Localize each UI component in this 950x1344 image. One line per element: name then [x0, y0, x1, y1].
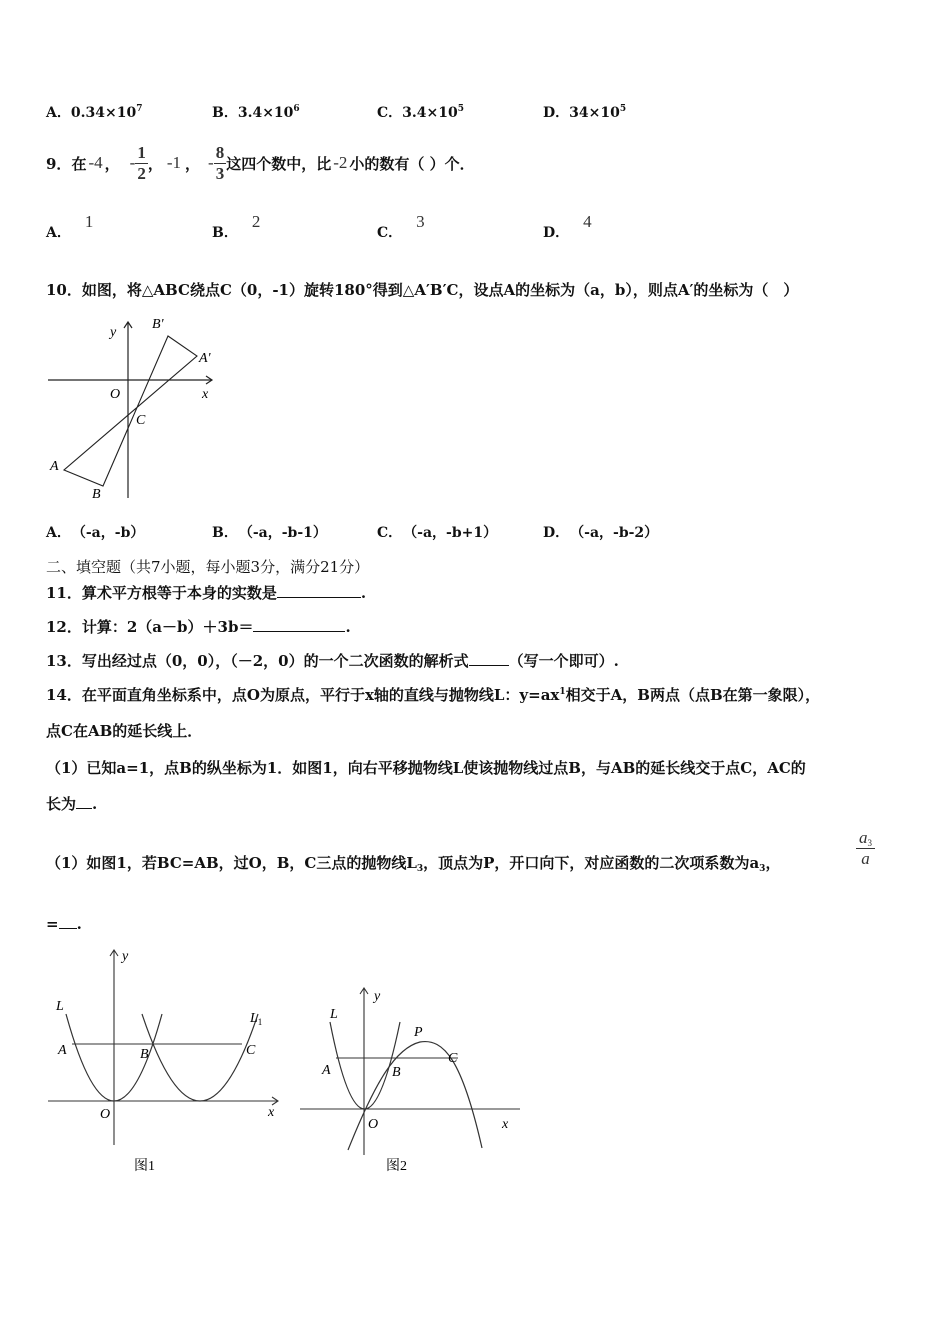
- option-exponent: 7: [136, 104, 143, 114]
- question-14-line-1: [46, 684, 820, 705]
- q10-figure: [44, 312, 224, 504]
- answer-blank[interactable]: [253, 617, 345, 632]
- option-value: 3: [416, 212, 425, 231]
- q9-option-a: [46, 212, 94, 242]
- q9-option-d: [543, 212, 592, 242]
- question-12: [46, 616, 351, 637]
- option-label: A．: [46, 105, 71, 121]
- question-text: 12．计算：2（a－b）＋3b＝: [46, 618, 254, 636]
- option-label: B．: [212, 225, 238, 241]
- option-label: C．: [377, 225, 403, 241]
- question-text: 11．算术平方根等于本身的实数是: [46, 584, 277, 602]
- question-number: 9．: [46, 154, 72, 173]
- separator: ，: [104, 154, 120, 173]
- q10-option-d: [543, 522, 658, 542]
- minus-sign: -: [129, 153, 136, 172]
- option-label: D．: [543, 225, 570, 241]
- question-14-part-2: [46, 852, 780, 874]
- q8-option-b: [212, 102, 300, 122]
- fraction-denominator: 2: [137, 163, 146, 183]
- question-14-line-2: 点C在AB的延长线上．: [46, 722, 203, 740]
- number-neg-2: -2: [333, 153, 348, 172]
- question-14-part-1-line-2: [46, 793, 97, 814]
- figure-1: [44, 942, 284, 1178]
- option-value: （-a，-b）: [78, 525, 145, 541]
- x-axis-label: x: [202, 387, 209, 402]
- curve-l-label: L: [56, 999, 64, 1014]
- question-text: 在: [71, 154, 87, 173]
- q10-option-b: [212, 522, 327, 542]
- minus-sign: -: [208, 153, 214, 172]
- point-b-label: B: [140, 1047, 149, 1062]
- point-a-label: A: [50, 459, 59, 474]
- y-axis-label: y: [122, 949, 129, 964]
- figure-caption: 图2: [386, 1159, 407, 1174]
- option-label: B．: [212, 525, 238, 541]
- answer-blank[interactable]: [76, 794, 92, 809]
- point-a-prime-label: A': [199, 351, 211, 366]
- fraction-numerator: 1: [137, 142, 146, 162]
- number-neg-4: -4: [88, 153, 103, 172]
- subscript: 3: [759, 864, 766, 874]
- question-text: 14．在平面直角坐标系中，点O为原点，平行于x轴的直线与抛物线L：y=ax: [46, 686, 560, 704]
- question-end: .: [345, 618, 351, 636]
- question-14-part-2-answer: [46, 914, 82, 933]
- option-exponent: 5: [457, 104, 464, 114]
- fraction-denominator: a: [861, 849, 870, 868]
- option-label: C．: [377, 525, 403, 541]
- figure-2: [296, 980, 524, 1178]
- fraction-one-half: [135, 143, 148, 184]
- q8-option-d: [543, 102, 626, 122]
- question-9: [46, 138, 475, 188]
- question-14-part-1-line-1: （1）已知a=1，点B的纵坐标为1．如图1，向右平移抛物线L使该抛物线过点B，与AB的延长线交于点C，AC的: [46, 759, 806, 777]
- question-text: ，顶点为P，开口向下，对应函数的二次项系数为a: [423, 854, 760, 872]
- option-label: D．: [543, 105, 570, 121]
- subscript: 3: [416, 864, 424, 874]
- option-label: A．: [46, 225, 71, 241]
- option-label: A．: [46, 525, 71, 541]
- curve-l1-label: [249, 1011, 262, 1027]
- point-c-label: C: [136, 413, 146, 428]
- point-a-label: A: [58, 1043, 67, 1058]
- question-text: 相交于A，B两点（点B在第一象限），: [565, 686, 821, 704]
- y-axis-label: y: [110, 325, 117, 340]
- question-text: 长为: [46, 795, 77, 813]
- q8-option-a: [46, 102, 142, 122]
- fraction-denominator: 3: [215, 163, 225, 183]
- option-exponent: 5: [619, 104, 627, 114]
- curve-l-label: L: [330, 1007, 338, 1022]
- figure-caption: 图1: [134, 1159, 155, 1174]
- exponent: 1: [559, 687, 566, 697]
- parabola-l1: [142, 1014, 258, 1101]
- question-13: [46, 650, 619, 671]
- fraction-numerator: [856, 828, 875, 849]
- option-value: 4: [583, 212, 592, 231]
- x-axis-label: x: [268, 1105, 275, 1120]
- separator: ，: [147, 154, 163, 173]
- q9-option-b: [212, 212, 261, 242]
- fraction-a3-over-a: [856, 828, 875, 869]
- point-b-prime-label: B': [152, 317, 164, 332]
- option-value: 0.34×10: [70, 105, 137, 121]
- q10-option-a: [46, 522, 144, 542]
- y-axis-label: y: [374, 989, 381, 1004]
- separator: ，: [185, 154, 201, 173]
- question-end: （写一个即可）.: [508, 652, 619, 670]
- triangle-abc-rotated: [64, 336, 197, 486]
- origin-label: O: [368, 1117, 379, 1132]
- option-value: 3.4×10: [402, 105, 458, 121]
- point-c-label: C: [448, 1051, 458, 1066]
- curve-l1-subscript: 1: [257, 1017, 263, 1027]
- question-11: [46, 582, 366, 603]
- fraction-eight-thirds: [214, 143, 227, 184]
- question-end: .: [360, 584, 367, 602]
- option-label: C．: [377, 105, 403, 121]
- origin-label: O: [100, 1107, 111, 1122]
- question-text: 13．写出经过点（0，0），（－2，0）的一个二次函数的解析式: [46, 652, 469, 670]
- option-value: 2: [251, 212, 261, 231]
- question-text: 这四个数中，比: [226, 154, 332, 173]
- vertex-p-label: P: [414, 1025, 423, 1040]
- curve-l1-letter: L: [250, 1011, 258, 1026]
- option-exponent: 6: [293, 104, 300, 114]
- option-value: 3.4×10: [237, 105, 294, 121]
- q10-option-c: [377, 522, 497, 542]
- q9-option-c: [377, 212, 425, 242]
- origin-label: O: [110, 387, 121, 402]
- question-text: ，: [765, 854, 781, 872]
- question-10: 10．如图，将△ABC绕点C（0，-1）旋转180°得到△A′B′C，设点A的坐标为（a，b），则点A′的坐标为（ ）: [46, 281, 799, 299]
- question-text: 小的数有（ ）个．: [349, 154, 475, 173]
- option-label: B．: [212, 105, 238, 121]
- equals-sign: =: [46, 915, 59, 933]
- option-value: （-a，-b+1）: [410, 525, 498, 541]
- option-value: 34×10: [569, 105, 620, 121]
- section-heading: 二、填空题（共7小题，每小题3分，满分21分）: [46, 558, 370, 576]
- numerator-subscript: 3: [867, 838, 872, 848]
- q8-option-c: [377, 102, 464, 122]
- point-a-label: A: [322, 1063, 331, 1078]
- point-b-label: B: [92, 487, 101, 502]
- answer-blank[interactable]: [59, 914, 77, 929]
- answer-blank[interactable]: [277, 583, 361, 598]
- question-end: .: [92, 795, 98, 813]
- answer-blank[interactable]: [469, 651, 509, 666]
- number-neg-1: -1: [166, 153, 181, 172]
- option-value: 1: [84, 212, 94, 231]
- question-text: （1）如图1，若BC=AB，过O，B，C三点的抛物线L: [46, 854, 417, 872]
- option-value: （-a，-b-1）: [245, 525, 327, 541]
- option-value: （-a，-b-2）: [577, 525, 659, 541]
- fraction-numerator: 8: [215, 142, 225, 162]
- option-label: D．: [543, 525, 570, 541]
- point-c-label: C: [246, 1043, 256, 1058]
- x-axis-label: x: [502, 1117, 509, 1132]
- numerator-letter: a: [859, 828, 868, 847]
- point-b-label: B: [392, 1065, 401, 1080]
- question-end: .: [76, 915, 82, 933]
